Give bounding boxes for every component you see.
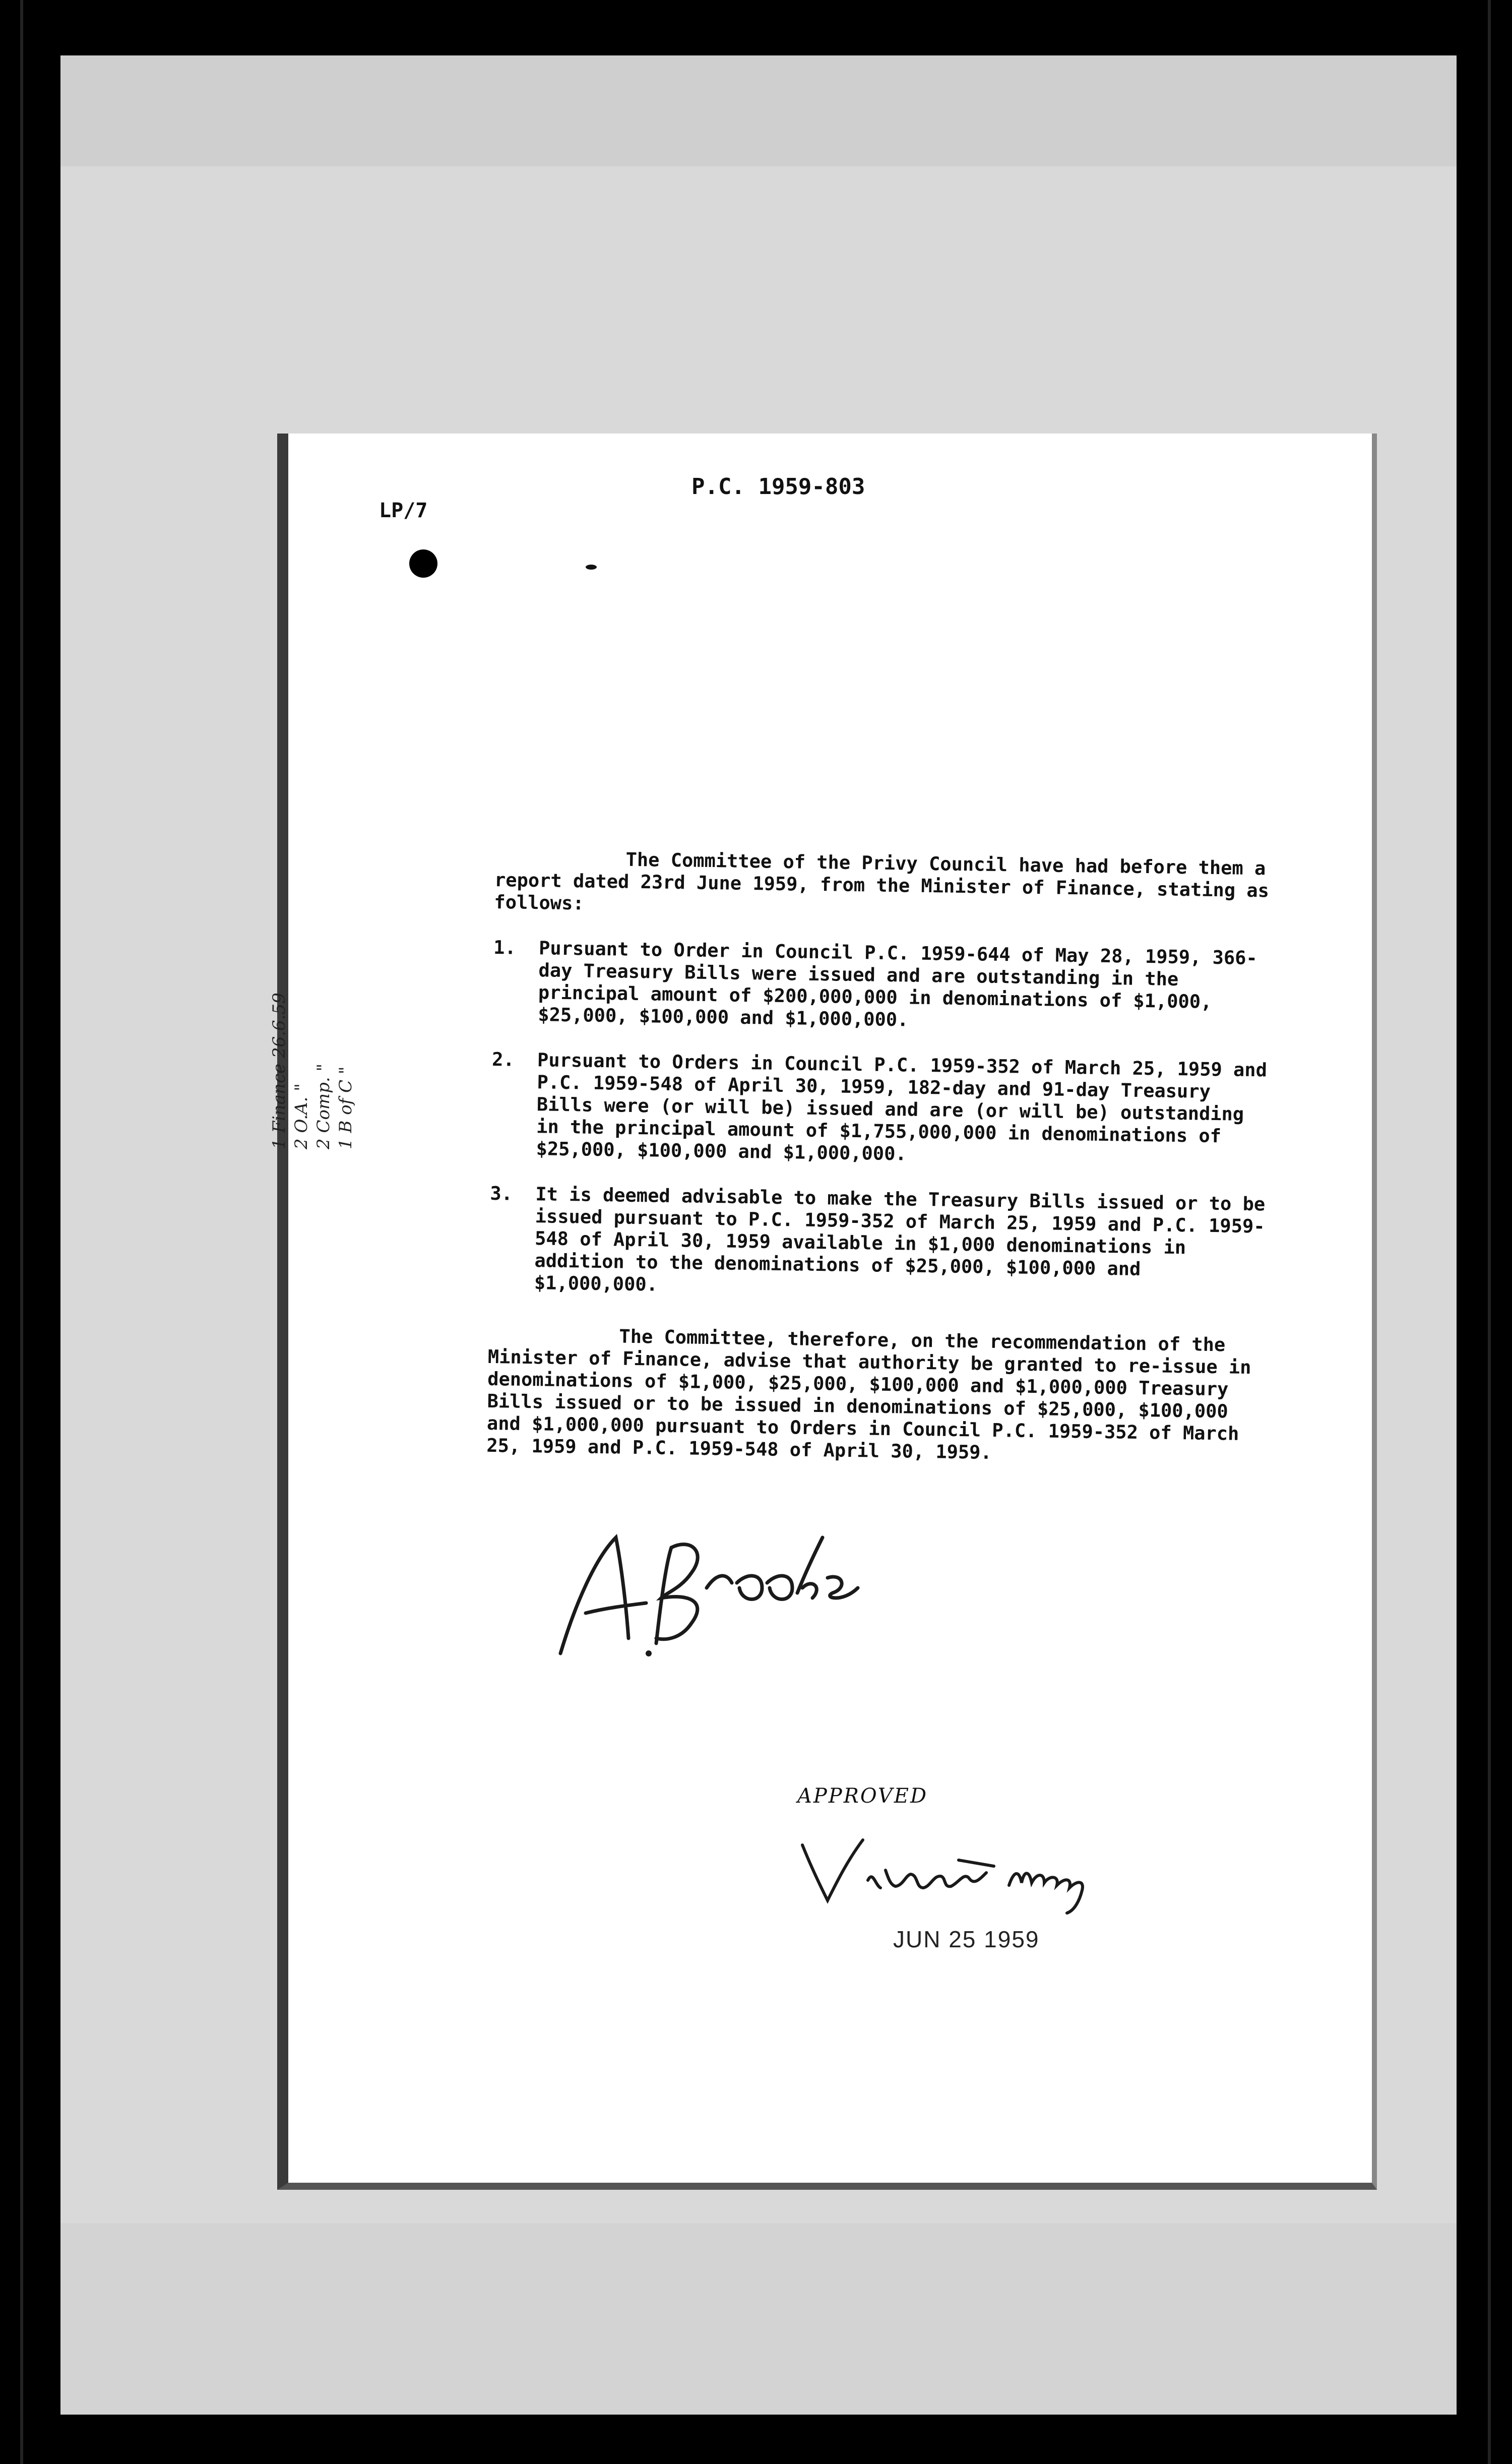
punch-hole: [409, 549, 437, 578]
order-number: P.C. 1959-803: [691, 474, 865, 500]
closing-paragraph: The Committee, therefore, on the recommendation of the Minister of Finance, advise that authority be granted to re-issue in denominations of $1,000, $25,000, $100,000 and $1,000,000 Treasury Bills issued or to be issued in denominations of $25,000, $100,000 and $1,000,000 pursuant to Orders in Council P.C. 1959-352 of March 25, 1959 and P.C. 1959-548 of April 30, 1959.: [486, 1325, 1251, 1463]
file-mark: LP/7: [379, 499, 428, 522]
item-text: It is deemed advisable to make the Treasury Bills issued or to be issued pursuant to P.C. 1959-352 of March 25, 1959 and P.C. 1959-548 of April 30, 1959 available in $1,000 denominations in addition to the denominations of $25,000, $100,000 and $1,000,000.: [534, 1183, 1266, 1296]
intro-paragraph: The Committee of the Privy Council have had before them a report dated 23rd June 1959, from the Minister of Finance, stating as follows:: [494, 848, 1270, 914]
governor-general-signature: [792, 1830, 1105, 1916]
document-page: [269, 434, 1377, 2190]
numbered-item: [492, 937, 1270, 1036]
item-text: Pursuant to Orders in Council P.C. 1959-352 of March 25, 1959 and P.C. 1959-548 of April 30, 1959, 182-day and 91-day Treasury Bills were (or will be) issued and are (or will be) outstanding in the principal amount of $1,755,000,000 in denominations of $25,000, $100,000 and $1,000,000.: [536, 1049, 1268, 1165]
scan-band: [60, 55, 1457, 166]
film-edge: [20, 0, 23, 2464]
date-stamp: JUN 25 1959: [893, 1926, 1040, 1952]
margin-note-line: 1 Finance 26.6.59: [269, 993, 289, 1149]
scan-band: [60, 2223, 1457, 2415]
numbered-item: [490, 1049, 1268, 1170]
item-number: 2.: [491, 1048, 515, 1071]
numbered-item: [489, 1183, 1267, 1304]
margin-note-line: 2 Comp. ": [313, 1063, 334, 1149]
margin-note-line: 2 O.A. ": [291, 1083, 311, 1149]
item-number: 3.: [490, 1182, 513, 1205]
ink-speck: [586, 565, 597, 570]
document-body: [486, 847, 1271, 1467]
margin-note-line: 1 B of C ": [336, 1066, 356, 1149]
item-text: Pursuant to Order in Council P.C. 1959-644 of May 28, 1959, 366-day Treasury Bills were issued and are outstanding in the principal amount of $200,000,000 in denominations of $1,000, $25,000, $100,000 and $1,000,000.: [538, 937, 1258, 1031]
film-edge: [1488, 0, 1491, 2464]
approved-label: APPROVED: [797, 1784, 928, 1808]
clerk-signature: [540, 1517, 868, 1669]
item-number: 1.: [493, 936, 517, 959]
scan-background: [60, 55, 1457, 2415]
margin-distribution-note: [268, 887, 357, 1149]
